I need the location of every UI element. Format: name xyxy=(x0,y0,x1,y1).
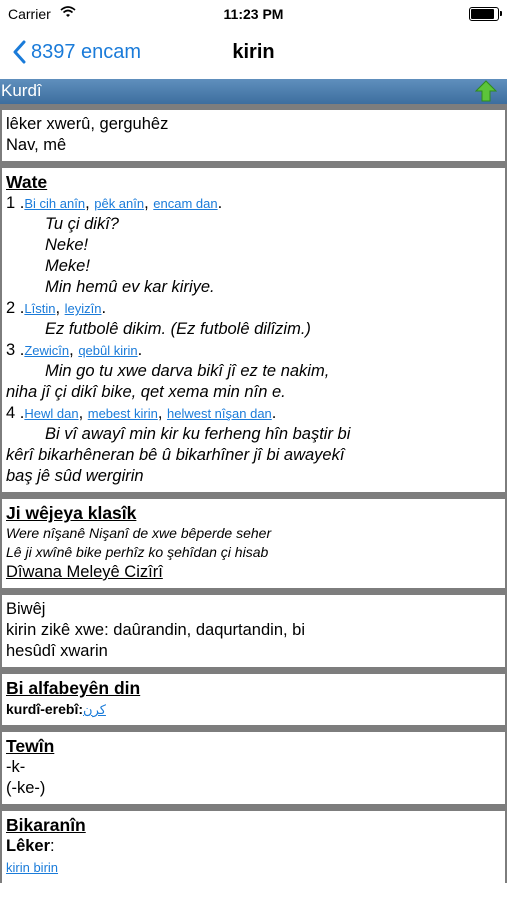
meaning-link[interactable]: leyizîn xyxy=(64,301,102,316)
clock: 11:23 PM xyxy=(223,6,284,22)
usage-label: Lêker xyxy=(6,837,51,855)
verse-line: Lê ji xwînê bike perhîz ko şehîdan çi hisab xyxy=(6,544,269,560)
meaning-link[interactable]: pêk anîn xyxy=(94,196,145,211)
conjugation-line: (-ke-) xyxy=(6,779,46,797)
meaning-link[interactable]: Lîstin xyxy=(24,301,56,316)
meaning-item: 4 .Hewl dan, mebest kirin, helwest nîşan dan. xyxy=(6,404,277,422)
alphabet-label: kurdî-erebî: xyxy=(6,701,84,717)
language-label: Kurdî xyxy=(1,81,42,100)
meaning-link[interactable]: Hewl dan xyxy=(24,406,79,421)
divider xyxy=(0,492,507,499)
example: baş jê sûd wergirin xyxy=(6,467,144,485)
idiom-text: hesûdî xwarin xyxy=(6,642,108,660)
example: Min go tu xwe darva bikî jî ez te nakim, xyxy=(45,362,330,380)
other-alphabets-card xyxy=(0,674,507,725)
entry-content xyxy=(0,104,507,883)
example: Ez futbolê dikim. (Ez futbolê dilîzim.) xyxy=(45,320,311,338)
meaning-link[interactable]: encam dan xyxy=(153,196,218,211)
language-header-bar xyxy=(0,79,507,104)
navigation-bar xyxy=(0,28,507,76)
meaning-link[interactable]: qebûl kirin xyxy=(78,343,138,358)
meaning-link[interactable]: Bi cih anîn xyxy=(24,196,86,211)
arabic-script-link[interactable]: کرن xyxy=(83,702,106,717)
classic-literature-card xyxy=(0,499,507,588)
meaning-link[interactable]: mebest kirin xyxy=(87,406,158,421)
idiom-label: Biwêj xyxy=(6,600,46,618)
conjugation-heading: Tewîn xyxy=(6,736,55,756)
divider xyxy=(0,588,507,595)
example: Min hemû ev kar kiriye. xyxy=(45,278,215,296)
verse-line: Were nîşanê Nişanî de xwe bêperde seher xyxy=(6,525,272,541)
meaning-item: 1 .Bi cih anîn, pêk anîn, encam dan. xyxy=(6,194,223,212)
meaning-item: 2 .Lîstin, leyizîn. xyxy=(6,299,107,317)
verse-source: Dîwana Meleyê Cizîrî xyxy=(6,563,163,581)
example: Meke! xyxy=(45,257,90,275)
grammar-line: lêker xwerû, gerguhêz xyxy=(6,115,169,133)
divider xyxy=(0,725,507,732)
battery-icon xyxy=(469,7,499,21)
conjugation-line: -k- xyxy=(6,758,26,776)
divider xyxy=(0,161,507,168)
conjugation-card xyxy=(0,732,507,804)
meaning-link[interactable]: helwest nîşan dan xyxy=(166,406,272,421)
alphabets-heading: Bi alfabeyên din xyxy=(6,678,141,698)
divider xyxy=(0,804,507,811)
example: Neke! xyxy=(45,236,89,254)
usage-card: Bikaranîn Lêker: kirin birin xyxy=(0,811,507,883)
usage-heading: Bikaranîn xyxy=(6,815,86,835)
grammar-line: Nav, mê xyxy=(6,136,67,154)
meaning-item: 3 .Zewicîn, qebûl kirin. xyxy=(6,341,143,359)
meaning-heading: Wate xyxy=(6,172,48,192)
example: kêrî bikarhêneran bê û bikarhîner jî bi awayekî xyxy=(6,446,345,464)
divider xyxy=(0,667,507,674)
meaning-card xyxy=(0,168,507,492)
idiom-card xyxy=(0,595,507,667)
example: Bi vî awayî min kir ku ferheng hîn baştir bi xyxy=(45,425,351,443)
arrow-up-icon[interactable] xyxy=(475,80,497,107)
example: niha jî çi dikî bike, qet xema min nîn e. xyxy=(6,383,286,401)
page-title: kirin xyxy=(232,41,275,63)
status-bar xyxy=(0,0,507,28)
classic-heading: Ji wêjeya klasîk xyxy=(6,503,137,523)
idiom-text: kirin zikê xwe: daûrandin, daqurtandin, bi xyxy=(6,621,306,639)
meaning-link[interactable]: Zewicîn xyxy=(24,343,70,358)
example: Tu çi dikî? xyxy=(45,215,119,233)
usage-link[interactable]: kirin birin xyxy=(6,860,59,875)
grammar-card xyxy=(0,110,507,161)
back-label: 8397 encam xyxy=(31,40,142,63)
carrier-label: Carrier xyxy=(8,6,51,22)
